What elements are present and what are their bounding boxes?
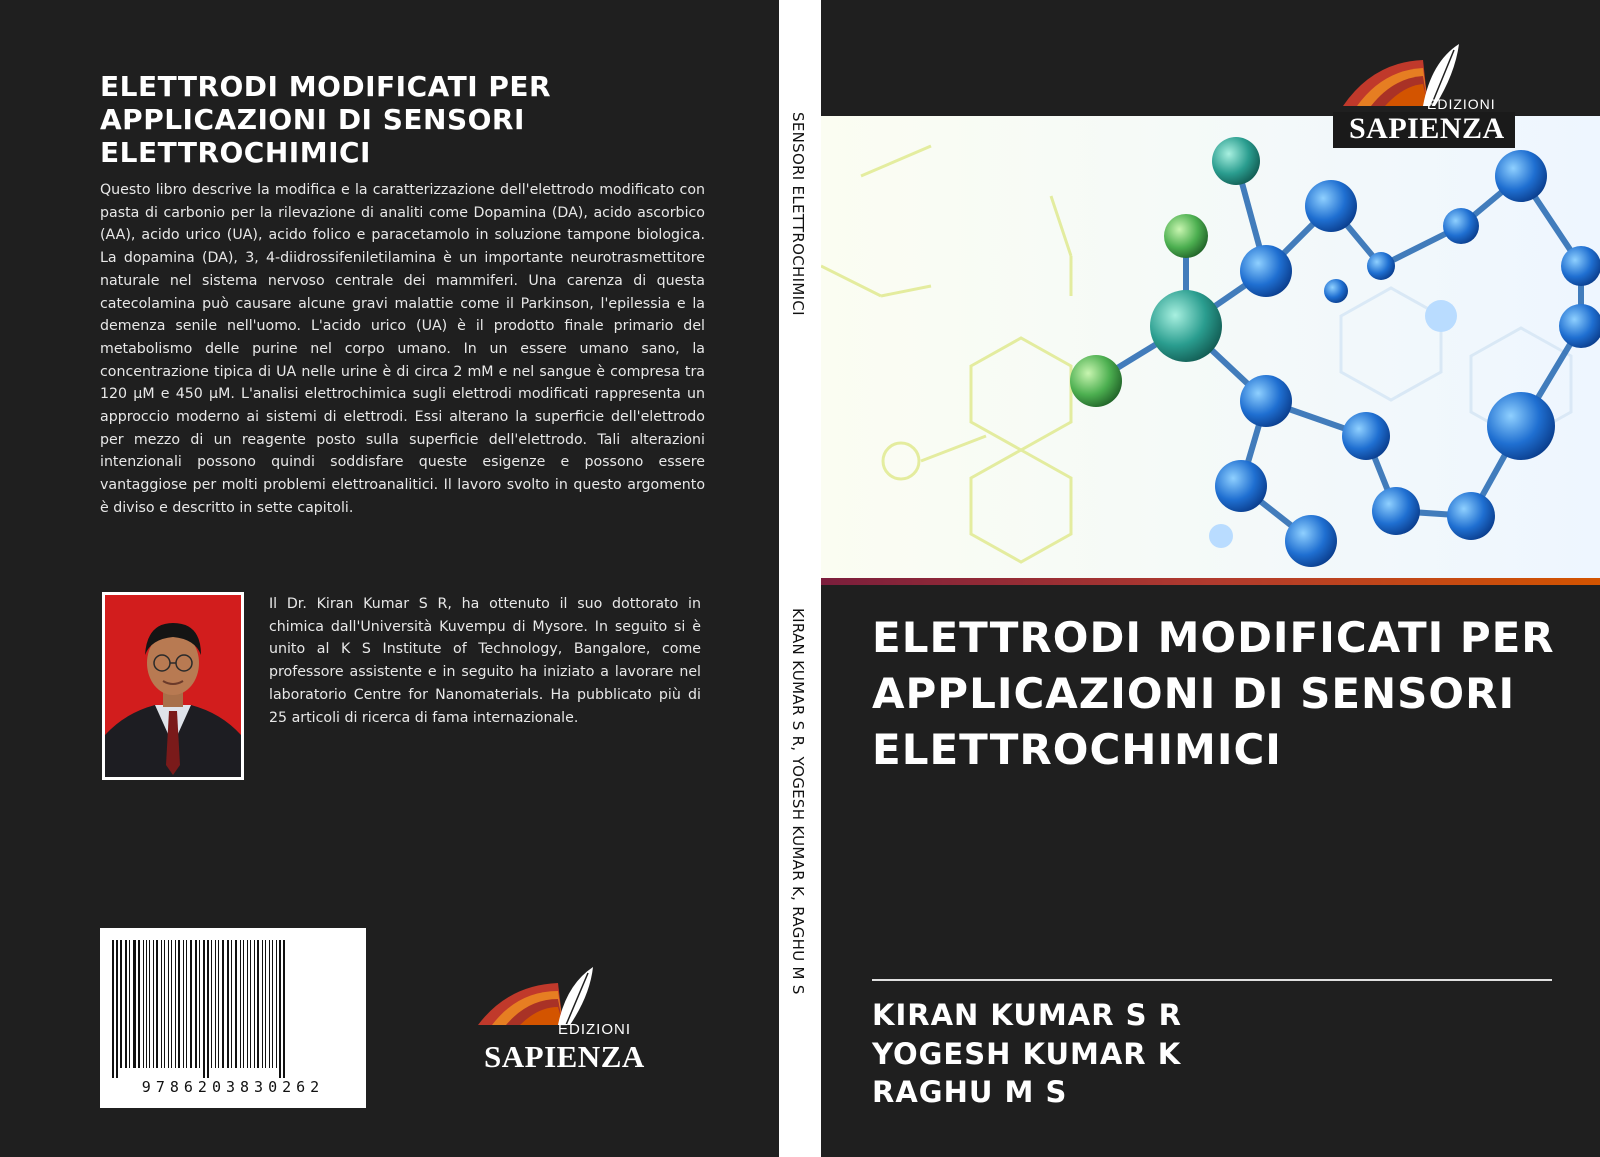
barcode-bar bbox=[129, 940, 130, 1068]
isbn-barcode bbox=[100, 928, 366, 1108]
author-name: YOGESH KUMAR K bbox=[872, 1036, 1182, 1071]
publisher-logo-back bbox=[478, 965, 648, 1075]
barcode-bar bbox=[211, 940, 212, 1068]
barcode-bar bbox=[240, 940, 241, 1068]
barcode-bar bbox=[120, 940, 122, 1068]
barcode-bar bbox=[116, 940, 118, 1078]
author-name: RAGHU M S bbox=[872, 1075, 1068, 1109]
barcode-bar bbox=[186, 940, 187, 1068]
barcode-bar bbox=[257, 940, 259, 1068]
barcode-bar bbox=[235, 940, 237, 1068]
barcode-bar bbox=[125, 940, 127, 1068]
barcode-bar bbox=[149, 940, 150, 1068]
front-cover-authors bbox=[872, 996, 1182, 1112]
publisher-name-front: SAPIENZA bbox=[1349, 112, 1505, 145]
isbn-number: 9786203830262 bbox=[141, 1078, 325, 1096]
barcode-bar bbox=[276, 940, 277, 1068]
barcode-bar bbox=[207, 940, 209, 1078]
barcode-bar bbox=[183, 940, 184, 1068]
barcode-bar bbox=[195, 940, 197, 1068]
authors-divider bbox=[872, 979, 1552, 981]
author-photo bbox=[102, 592, 244, 780]
barcode-bar bbox=[231, 940, 232, 1068]
barcode-bar bbox=[203, 940, 205, 1078]
barcode-bar bbox=[218, 940, 219, 1068]
barcode-bar bbox=[215, 940, 216, 1068]
barcode-bar bbox=[262, 940, 263, 1068]
front-cover-title: ELETTRODI MODIFICATI PER APPLICAZIONI DI SENSORI ELETTROCHIMICI bbox=[872, 613, 1555, 774]
back-cover-title: ELETTRODI MODIFICATI PER APPLICAZIONI DI SENSORI ELETTROCHIMICI bbox=[100, 70, 552, 169]
author-name: KIRAN KUMAR S R bbox=[872, 998, 1182, 1032]
barcode-bar bbox=[243, 940, 244, 1068]
author-bio: Il Dr. Kiran Kumar S R, ha ottenuto il suo dottorato in chimica dall'Università Kuvempu di Mysore. In seguito si è unito al K S Institute of Technology, Bangalore, come professore assistente e in seguito ha iniziato a lavorare nel laboratorio Centre for Nanomaterials. Ha pubblicato più di 25 articoli di ricerca di fama internazionale. bbox=[269, 596, 701, 726]
publisher-logo-front bbox=[1333, 40, 1515, 148]
publisher-edizioni-front: EDIZIONI bbox=[1427, 96, 1496, 112]
barcode-bar bbox=[227, 940, 229, 1068]
barcode-bar bbox=[283, 940, 285, 1078]
barcode-bar bbox=[171, 940, 172, 1068]
barcode-bar bbox=[279, 940, 281, 1078]
back-cover bbox=[0, 0, 779, 1157]
barcode-bar bbox=[247, 940, 248, 1068]
barcode-bar bbox=[254, 940, 255, 1068]
barcode-bar bbox=[164, 940, 165, 1068]
barcode-bar bbox=[112, 940, 114, 1078]
barcode-bar bbox=[199, 940, 200, 1068]
barcode-bar bbox=[175, 940, 176, 1068]
barcode-bar bbox=[272, 940, 273, 1068]
spine-title: SENSORI ELETTROCHIMICI bbox=[789, 112, 807, 316]
barcode-bar bbox=[153, 940, 154, 1068]
barcode-bar bbox=[161, 940, 162, 1068]
molecule-illustration bbox=[821, 116, 1600, 578]
publisher-name-back: SAPIENZA bbox=[484, 1039, 645, 1074]
front-cover bbox=[821, 0, 1600, 1157]
barcode-bar bbox=[168, 940, 169, 1068]
barcode-bar bbox=[138, 940, 140, 1068]
cover-accent-stripe bbox=[821, 578, 1600, 585]
publisher-edizioni-back: EDIZIONI bbox=[558, 1021, 632, 1038]
book-spine bbox=[779, 0, 821, 1157]
barcode-bar bbox=[265, 940, 266, 1068]
back-cover-blurb: Questo libro descrive la modifica e la caratterizzazione dell'elettrodo modificato con pasta di carbonio per la rilevazione di analiti come Dopamina (DA), acido ascorbico (AA), acido urico (UA), acido folico e paracetamolo in soluzione tampone biologica. La dopamina (DA), 3, 4-diidrossifeniletilamina è un importante neurotrasmettitore naturale nel sistema nervoso centrale dei mammiferi. Una carenza di questa catecolamina può causare alcune gravi malattie come il Parkinson, l'epilessia e la demenza senile nell'uomo. L'acido urico (UA) è il prodotto finale primario del metabolismo delle purine nel corpo umano. In un essere umano sano, la concentrazione tipica di UA nelle urine è di circa 2 mM e nel sangue è compresa tra 120 µM e 450 µM. L'analisi elettrochimica sugli elettrodi modificati rappresenta un approccio moderno ai sistemi di elettrodi. Essi alterano la superficie dell'elettrodo per mezzo di un reagente posto sulla superficie dell'elettrodo. Tali alterazioni intenzionali possono quindi soddisfare queste esigenze e possono essere vantaggiose per molti problemi elettroanalitici. Il lavoro svolto in questo argomento è diviso e descritto in sette capitoli. bbox=[100, 182, 705, 516]
barcode-bar bbox=[156, 940, 158, 1068]
barcode-bar bbox=[222, 940, 224, 1068]
barcode-bar bbox=[133, 940, 136, 1068]
spine-authors: KIRAN KUMAR S R, YOGESH KUMAR K, RAGHU M S bbox=[789, 608, 807, 995]
barcode-bar bbox=[143, 940, 144, 1068]
barcode-bar bbox=[146, 940, 147, 1068]
barcode-bar bbox=[250, 940, 251, 1068]
barcode-bar bbox=[178, 940, 180, 1068]
barcode-bar bbox=[269, 940, 270, 1068]
barcode-bar bbox=[190, 940, 192, 1068]
